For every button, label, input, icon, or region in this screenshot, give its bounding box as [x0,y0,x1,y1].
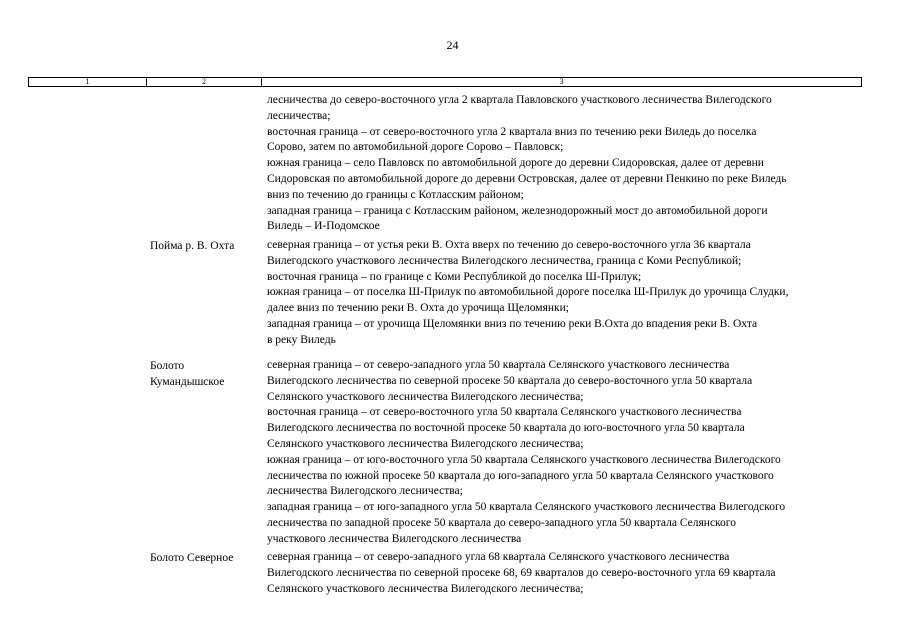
description-line: Селянского участкового лесничества Вилегодского лесничества; [267,390,584,403]
description-line: северная граница – от северо-западного угла 68 квартала Селянского участкового лесничества [267,551,730,563]
description-line: лесничества до северо-восточного угла 2 квартала Павловского участкового лесничества Вилегодского [267,94,772,106]
territory-name-line: Пойма р. В. Охта [150,240,235,252]
territory-name-line: Болото Северное [150,552,234,564]
description-line: в реку Виледь [267,333,336,346]
description-line: Вилегодского лесничества по восточной просеке 50 квартала до юго-восточного угла 50 квартала [267,422,745,435]
description-line: западная граница – от урочища Щеломянки вниз по течению реки В.Охта до впадения реки В. Охта [267,317,758,330]
description-line: участкового лесничества Вилегодского лесничества [267,532,522,545]
description-line: Селянского участкового лесничества Вилегодского лесничества; [267,582,584,595]
table-header [28,77,862,87]
column-header-2: 2 [147,78,262,87]
description-line: лесничества по южной просеке 50 квартала до юго-западного угла 50 квартала Селянского участкового [267,469,774,482]
description-line: южная граница – от юго-восточного угла 50 квартала Селянского участкового лесничества Вилегодского [267,453,781,466]
description-line: южная граница – от поселка Ш-Прилук по автомобильной дороге поселка Ш-Прилук до урочища Слудки, [267,286,789,299]
description-line: Сорово, затем по автомобильной дороге Сорово – Павловск; [267,141,564,154]
description-line: южная граница – село Павловск по автомобильной дороге до деревни Сидоровская, далее от деревни [267,157,764,170]
territory-name [150,550,260,566]
territory-name-line: Болото [150,360,185,372]
territory-name [150,238,260,254]
description-line: Виледь – И-Подомское [267,220,380,233]
description-line: западная граница – граница с Котласским районом, железнодорожный мост до автомобильной дороги [267,204,768,217]
boundary-description [267,93,867,235]
description-line: северная граница – от устья реки В. Охта вверх по течению до северо-восточного угла 36 квартала [267,239,751,251]
description-line: лесничества Вилегодского лесничества; [267,485,463,498]
boundary-description [267,238,867,349]
description-line: вниз по течению до границы с Котласским районом; [267,188,524,201]
description-line: Вилегодского лесничества по северной просеке 68, 69 кварталов до северо-восточного угла 69 квартала [267,566,776,579]
description-line: западная граница – от юго-западного угла 50 квартала Селянского участкового лесничества Вилегодского [267,501,786,514]
description-line: Вилегодского лесничества по северной просеке 50 квартала до северо-восточного угла 50 квартала [267,374,753,387]
description-line: Сидоровская по автомобильной дороге до деревни Островская, далее от деревни Пенкино по реке Виледь [267,172,787,185]
table-header-row [29,78,862,87]
territory-name [150,358,260,390]
description-line: Вилегодского участкового лесничества Вилегодского лесничества, граница с Коми Республикой; [267,254,742,267]
description-line: лесничества по западной просеке 50 квартала до северо-западного угла 50 квартала Селянского [267,516,736,529]
territory-name-line: Кумандышское [150,376,225,388]
description-line: восточная граница – по границе с Коми Республикой до поселка Ш-Прилук; [267,270,642,283]
page-number: 24 [446,38,459,52]
description-line: восточная граница – от северо-восточного угла 50 квартала Селянского участкового лесничества [267,406,742,419]
description-line: северная граница – от северо-западного угла 50 квартала Селянского участкового лесничества [267,359,730,371]
boundary-description [267,358,867,548]
description-line: восточная граница – от северо-восточного угла 2 квартала вниз по течению реки Виледь до поселка [267,125,757,138]
boundary-description [267,550,867,597]
description-line: Селянского участкового лесничества Вилегодского лесничества; [267,437,584,450]
column-header-3: 3 [262,78,862,87]
description-line: далее вниз по течению реки В. Охта до урочища Щеломянки; [267,302,569,315]
description-line: лесничества; [267,109,331,122]
column-header-1: 1 [29,78,147,87]
